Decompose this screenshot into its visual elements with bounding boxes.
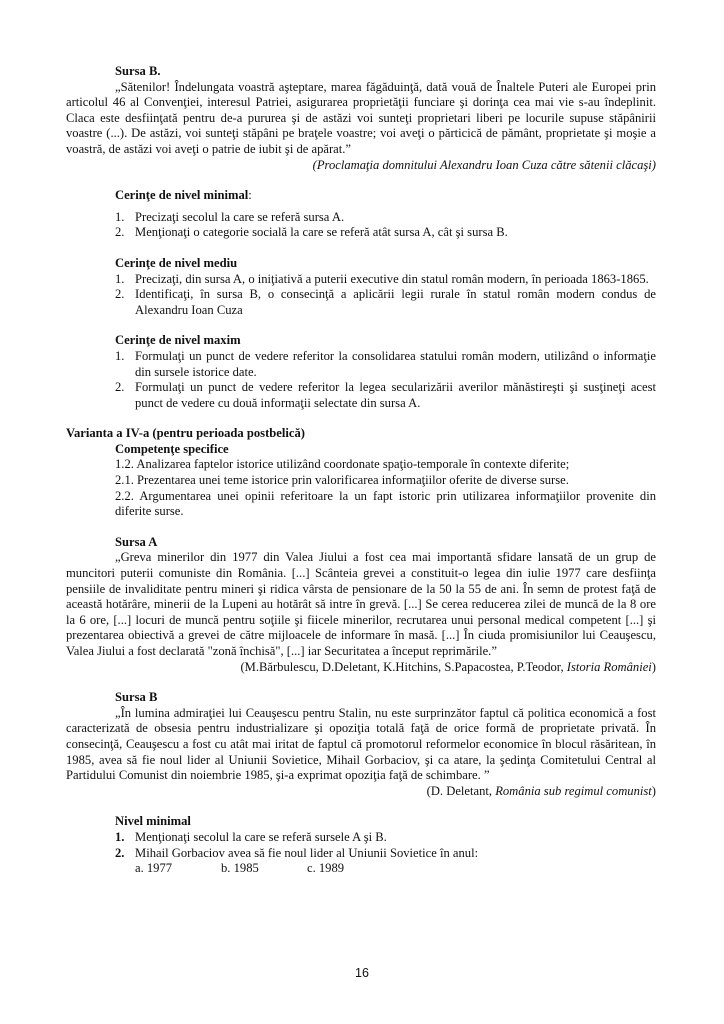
list-item <box>66 272 656 288</box>
item-text: Identificaţi, în sursa B, o consecinţă a aplicării legii rurale în statul român modern condus de Alexandru Ioan Cuza <box>135 287 656 317</box>
citation-end: ) <box>651 783 656 798</box>
item-text: Menţionaţi secolul la care se referă sursele A şi B. <box>135 829 387 844</box>
item-text: Formulaţi un punct de vedere referitor la consolidarea statului român modern, utilizând o informaţie din sursele istorice date. <box>135 348 656 379</box>
mediu-list <box>66 272 656 319</box>
sursa-b2-text <box>66 706 656 784</box>
list-item <box>66 210 656 226</box>
competenta-item: 1.2. Analizarea faptelor istorice utilizând coordonate spaţio-temporale în contexte diferite; <box>115 457 570 472</box>
minimal-colon: : <box>248 188 252 203</box>
varianta-title: Varianta a IV-a (pentru perioada postbelică) <box>66 426 305 441</box>
sursa-b-citation <box>66 158 656 174</box>
minimal-list <box>66 210 656 241</box>
competenta-item: 2.1. Prezentarea unei teme istorice prin valorificarea informaţiilor oferite de diverse surse. <box>115 473 569 488</box>
maxim-title: Cerinţe de nivel maxim <box>115 333 241 348</box>
competenta-item: 2.2. Argumentarea unei opinii referitoare la un fapt istoric prin utilizarea informaţiilor provenite din diferite surse. <box>115 488 656 519</box>
list-item <box>66 349 656 380</box>
nivel-minimal-list <box>66 830 656 861</box>
list-item <box>66 225 656 241</box>
sursa-a2-citation <box>66 660 656 676</box>
minimal-title: Cerinţe de nivel minimal <box>115 188 249 203</box>
sursa-b-title: Sursa B. <box>115 64 161 78</box>
citation-book: Istoria României <box>566 659 652 674</box>
item-number: 2. <box>115 380 125 395</box>
list-item <box>66 830 656 846</box>
citation-authors: (D. Deletant, <box>426 783 496 798</box>
sursa-a2-title: Sursa A <box>115 534 158 549</box>
competente-list <box>66 457 656 519</box>
citation-book: România sub regimul comunist <box>495 783 652 798</box>
answer-options <box>66 861 656 877</box>
option-a: a. 1977 <box>135 861 173 876</box>
item-number: 1. <box>115 209 125 224</box>
nivel-minimal-title: Nivel minimal <box>115 814 191 829</box>
item-number: 2. <box>115 287 125 302</box>
item-number: 1. <box>115 348 125 363</box>
competente-title: Competenţe specifice <box>115 441 229 456</box>
list-item <box>66 287 656 318</box>
citation-authors: (M.Bărbulescu, D.Deletant, K.Hitchins, S.Papacostea, P.Teodor, <box>240 659 567 674</box>
sursa-b2-title: Sursa B <box>115 690 158 705</box>
item-number: 2. <box>115 225 125 240</box>
sursa-a2-text <box>66 550 656 659</box>
sursa-b2-citation <box>66 784 656 800</box>
option-c: c. 1989 <box>307 861 345 876</box>
item-text: Precizaţi, din sursa A, o iniţiativă a puterii executive din statul român modern, în perioada 1863-1865. <box>135 271 649 286</box>
mediu-title: Cerinţe de nivel mediu <box>115 255 238 270</box>
option-b: b. 1985 <box>221 861 259 876</box>
page-number: 16 <box>355 966 369 980</box>
maxim-list <box>66 349 656 411</box>
item-number: 1. <box>115 271 125 286</box>
page-content <box>66 64 656 877</box>
citation-end: ) <box>651 659 656 674</box>
list-item <box>66 846 656 862</box>
sursa-b-text <box>66 80 656 158</box>
list-item <box>66 380 656 411</box>
item-number: 2. <box>115 845 125 860</box>
item-text: Precizaţi secolul la care se referă sursa A. <box>135 209 345 224</box>
sursa-b-citation-text: (Proclamaţia domnitului Alexandru Ioan Cuza către sătenii clăcaşi) <box>312 157 656 172</box>
item-number: 1. <box>115 829 125 844</box>
item-text: Mihail Gorbaciov avea să fie noul lider al Uniunii Sovietice în anul: <box>135 845 479 860</box>
sursa-a2-quote: „Greva minerilor din 1977 din Valea Jiului a fost cea mai importantă sfidare lansată de un grup de muncitori puterii comuniste din România. [...] Scânteia grevei a constituit-o legea din iulie 1977 care desfiinţa pensiile de invaliditate pentru mineri şi ridica vârsta de pensionare de la 50 la 55 de ani. În semn de protest faţă de această hotărâre, minerii de la Lupeni au hotărât să intre în grevă. [...] Se cerea reducerea zilei de muncă de la 8 ore la 6 ore, [...] locuri de muncă pentru soţiile şi fiicele minerilor, recrutarea unui personal medical competent [...] şi prezentarea obiectivă a grevei de către mijloacele de informare în masă. [...] În ciuda promisiunilor lui Ceauşescu, Valea Jiului a fost declarată "zonă închisă", [...] iar Securitatea a început reprimările.” <box>66 550 656 658</box>
sursa-b-quote: „Sătenilor! Îndelungata voastră aşteptare, marea făgăduinţă, dată vouă de Înaltele Puteri ale Europei prin articolul 46 al Convenţiei, interesul Patriei, asigurarea proprietăţii funciare şi dorinţa cea mai vie s-au îndeplinit. Claca este desfiinţată pentru de-a pururea şi de astăzi voi sunteţi proprietari liberi pe locurile supuse stăpânirii voastre (...). De astăzi, voi sunteţi stăpâni pe braţele voastre; voi aveţi o părticică de pământ, proprietate şi moşie a voastră, de astăzi voi aveţi o patrie de iubit şi de apărat.” <box>66 79 656 156</box>
item-text: Menţionaţi o categorie socială la care se referă atât sursa A, cât şi sursa B. <box>135 225 508 240</box>
minimal-heading <box>66 188 656 204</box>
item-text: Formulaţi un punct de vedere referitor la legea secularizării averilor mănăstireşti şi susţineţi acest punct de vedere cu două informaţii selectate din sursa A. <box>135 380 656 410</box>
sursa-b2-quote: „În lumina admiraţiei lui Ceauşescu pentru Stalin, nu este surprinzător faptul că politica economică a fost caracterizată de obsesia pentru industrializare şi opoziţia totală faţă de orice formă de proprietate privată. În consecinţă, Ceauşescu a fost cu atât mai iritat de faptul că promotorul reformelor economice în blocul răsăritean, în 1985, avea să fie noul lider al Uniunii Sovietice, Mihail Gorbaciov, şi ca atare, la şedinţa Comitetului Central al Partidului Comunist din noiembrie 1985, şi-a exprimat opoziţia faţă de schimbare. ” <box>66 705 656 783</box>
